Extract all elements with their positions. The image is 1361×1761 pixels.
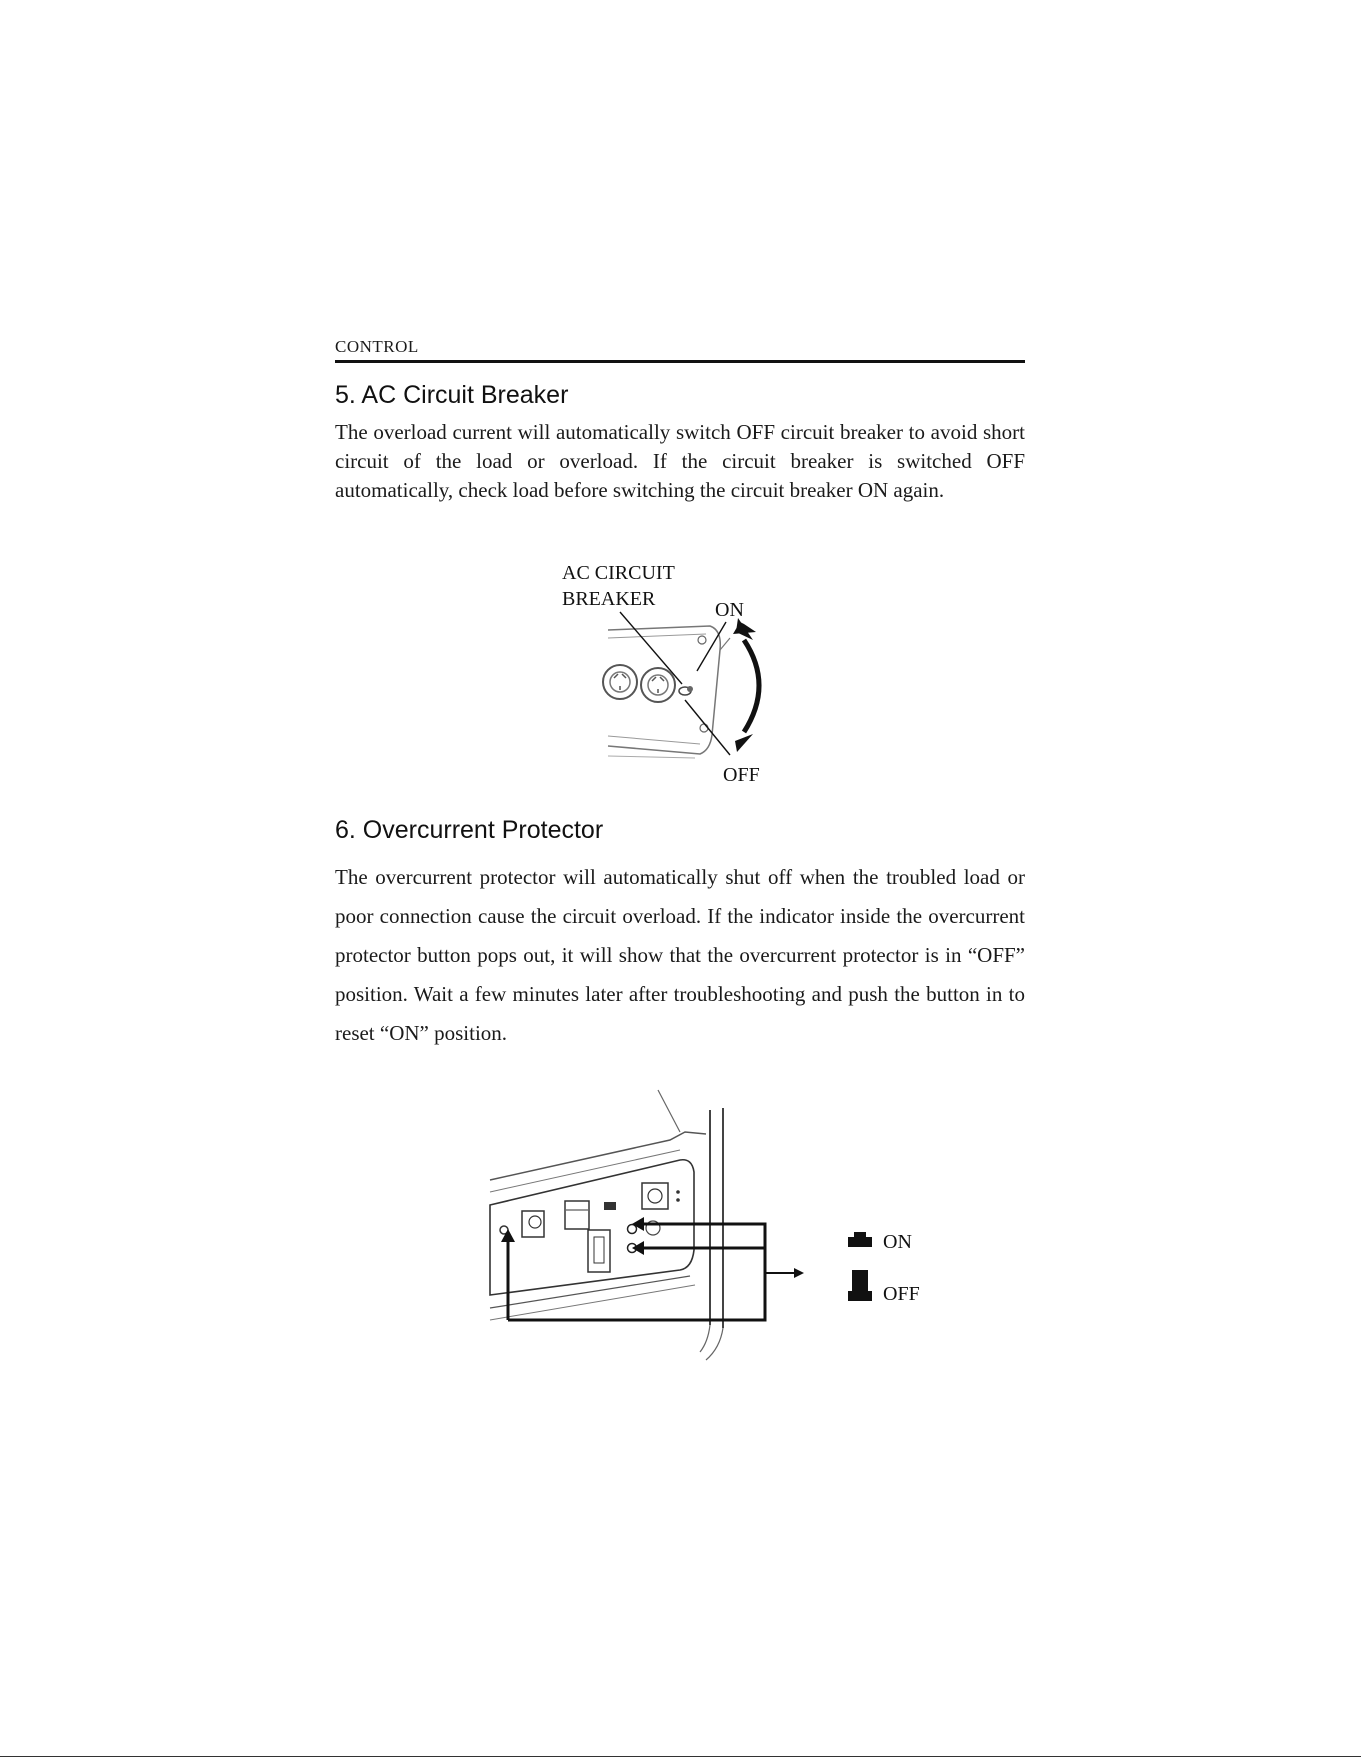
outlet-right-icon [641, 668, 675, 702]
on-button-icon [848, 1232, 872, 1247]
overcurrent-illustration [480, 1080, 940, 1365]
section-5-text: The overload current will automatically switch OFF circuit breaker to avoid short circuit of the load or overload. If the circuit breaker is switched OFF automatically, check load before switching the circuit breaker ON again. [335, 420, 1025, 502]
overcurrent-on-label: ON [883, 1231, 912, 1253]
section-6-paragraph [335, 858, 1025, 1053]
ac-breaker-callout-line2: BREAKER [562, 588, 656, 610]
ac-breaker-off-label: OFF [723, 764, 760, 786]
ac-breaker-on-label: ON [715, 599, 744, 621]
on-off-arrow-icon [733, 618, 759, 752]
page-bottom-edge [0, 1756, 1361, 1757]
header-rule [335, 360, 1025, 363]
section-6-text: The overcurrent protector will automatically shut off when the troubled load or poor connection cause the circuit overload. If the indicator inside the overcurrent protector button pops out, it will show that the overcurrent protector is in “OFF” position. Wait a few minutes later after troubleshooting and push the button in to reset “ON” position. [335, 865, 1025, 1045]
overcurrent-off-label: OFF [883, 1283, 920, 1305]
section-header-label: CONTROL [335, 337, 419, 356]
ac-breaker-illustration [560, 560, 820, 790]
section-5-paragraph [335, 418, 1025, 505]
ac-breaker-figure [560, 560, 820, 790]
breaker-toggle-icon [679, 686, 693, 695]
section-6-heading: 6. Overcurrent Protector [335, 816, 604, 844]
outlet-left-icon [603, 665, 637, 699]
off-button-icon [848, 1270, 872, 1301]
section-5-heading: 5. AC Circuit Breaker [335, 381, 569, 409]
overcurrent-figure [480, 1080, 940, 1365]
ac-breaker-callout-line1: AC CIRCUIT [562, 562, 675, 584]
